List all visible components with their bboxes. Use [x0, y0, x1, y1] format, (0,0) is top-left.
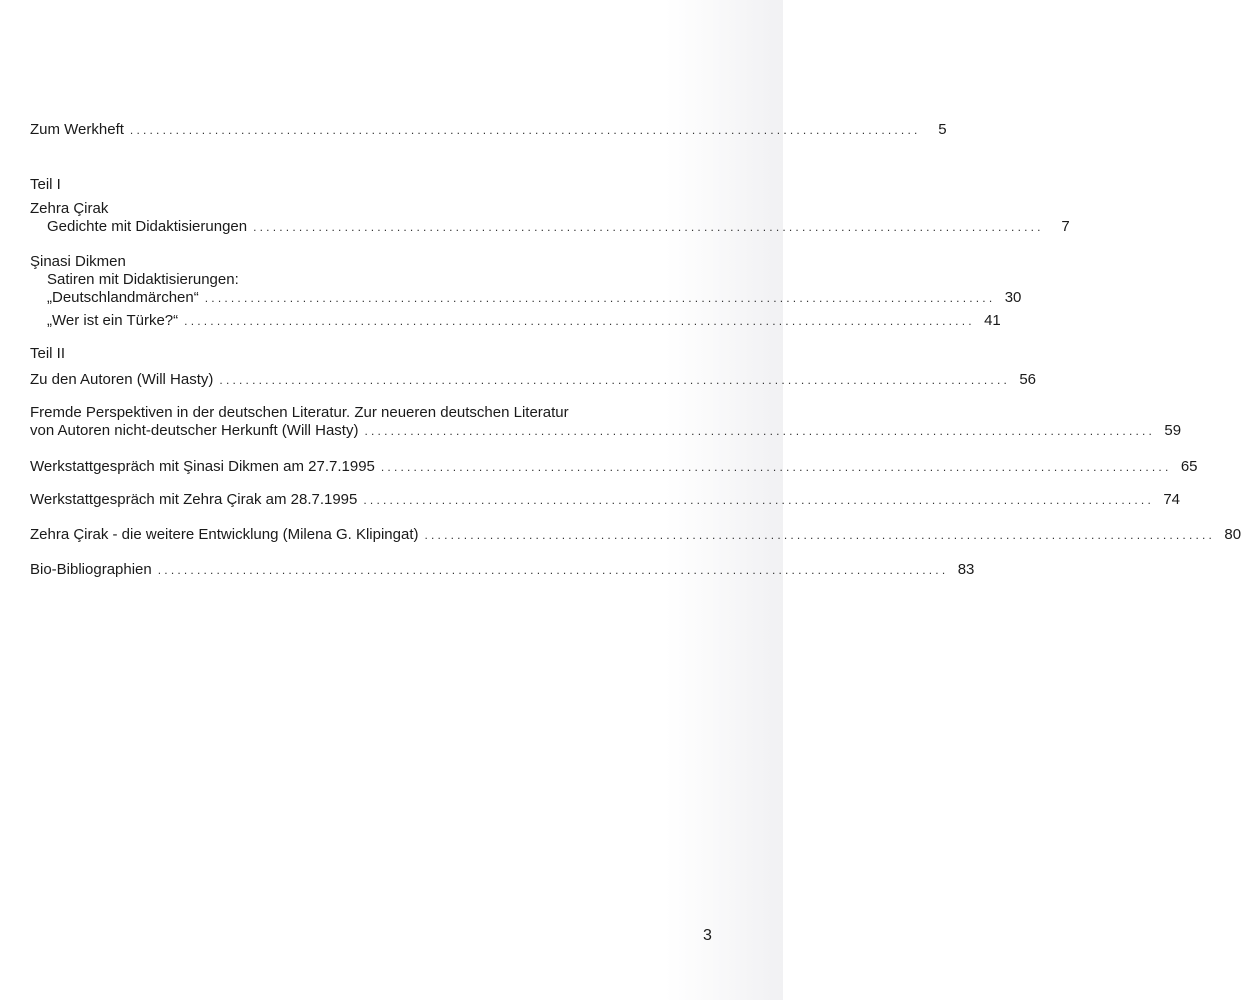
toc-entry-label: Werkstattgespräch mit Şinasi Dikmen am 27.7.1995 — [30, 458, 375, 475]
toc-page-number: 7 — [1061, 218, 1070, 235]
leader-dots: ......................................................................................................................... — [204, 291, 996, 305]
toc-entry-label: Zu den Autoren (Will Hasty) — [30, 371, 214, 388]
toc-entry-label: „Deutschlandmärchen“ — [47, 289, 199, 306]
section-heading-teil-2: Teil II — [30, 345, 66, 362]
toc-entry-label: Zum Werkheft — [30, 121, 124, 138]
toc-entry-label: Bio-Bibliographien — [30, 561, 152, 578]
toc-entry-label: „Wer ist ein Türke?“ — [47, 312, 179, 329]
leader-dots: ......................................................................................................................... — [424, 528, 1216, 542]
leader-dots: ......................................................................................................................... — [364, 424, 1156, 438]
leader-dots: ......................................................................................................................... — [380, 460, 1172, 474]
toc-page-number: 5 — [938, 121, 947, 138]
section-heading-teil-1: Teil I — [30, 176, 61, 193]
toc-entry-label: Werkstattgespräch mit Zehra Çirak am 28.7.1995 — [30, 491, 358, 508]
author-heading-cirak: Zehra Çirak — [30, 200, 109, 217]
subheading-satiren: Satiren mit Didaktisierungen: — [47, 271, 239, 288]
toc-page-number: 41 — [984, 312, 1001, 329]
author-heading-dikmen: Şinasi Dikmen — [30, 253, 126, 270]
toc-entry-bio-bibliographien — [30, 560, 975, 580]
page-number: 3 — [703, 927, 712, 944]
toc-entry-label: Gedichte mit Didaktisierungen — [47, 218, 248, 235]
toc-page-number: 30 — [1004, 289, 1022, 306]
leader-dots: ......................................................................................................................... — [157, 563, 949, 577]
toc-entry-cirak-entwicklung — [30, 525, 1241, 545]
toc-entry-fremde-line-2 — [30, 421, 1182, 441]
toc-page-number: 65 — [1180, 458, 1198, 475]
toc-page-number: 59 — [1164, 422, 1182, 439]
leader-dots: ......................................................................................................................... — [219, 373, 1011, 387]
leader-dots: ......................................................................................................................... — [129, 123, 921, 137]
toc-entry-deutschlandmaerchen — [47, 288, 1022, 308]
leader-dots: ......................................................................................................................... — [184, 314, 975, 328]
toc-entry-fremde-line-1: Fremde Perspektiven in der deutschen Literatur. Zur neueren deutschen Literatur — [30, 404, 569, 421]
toc-entry-wer-ist-ein-tuerke — [47, 311, 1001, 331]
toc-entry-werkstatt-cirak — [30, 490, 1180, 510]
toc-page-number: 80 — [1224, 526, 1241, 543]
toc-entry-label: Zehra Çirak - die weitere Entwicklung (Milena G. Klipingat) — [30, 526, 419, 543]
toc-entry-werkstatt-dikmen — [30, 457, 1198, 477]
toc-entry-label: von Autoren nicht-deutscher Herkunft (Will Hasty) — [30, 422, 359, 439]
toc-entry-gedichte — [47, 217, 1070, 237]
toc-entry-autoren — [30, 370, 1037, 390]
toc-entry-zum-werkheft — [30, 120, 947, 140]
leader-dots: ......................................................................................................................... — [253, 220, 1044, 234]
leader-dots: ......................................................................................................................... — [363, 493, 1154, 507]
toc-page-number: 83 — [957, 561, 975, 578]
toc-page-number: 56 — [1019, 371, 1037, 388]
toc-page-number: 74 — [1163, 491, 1180, 508]
